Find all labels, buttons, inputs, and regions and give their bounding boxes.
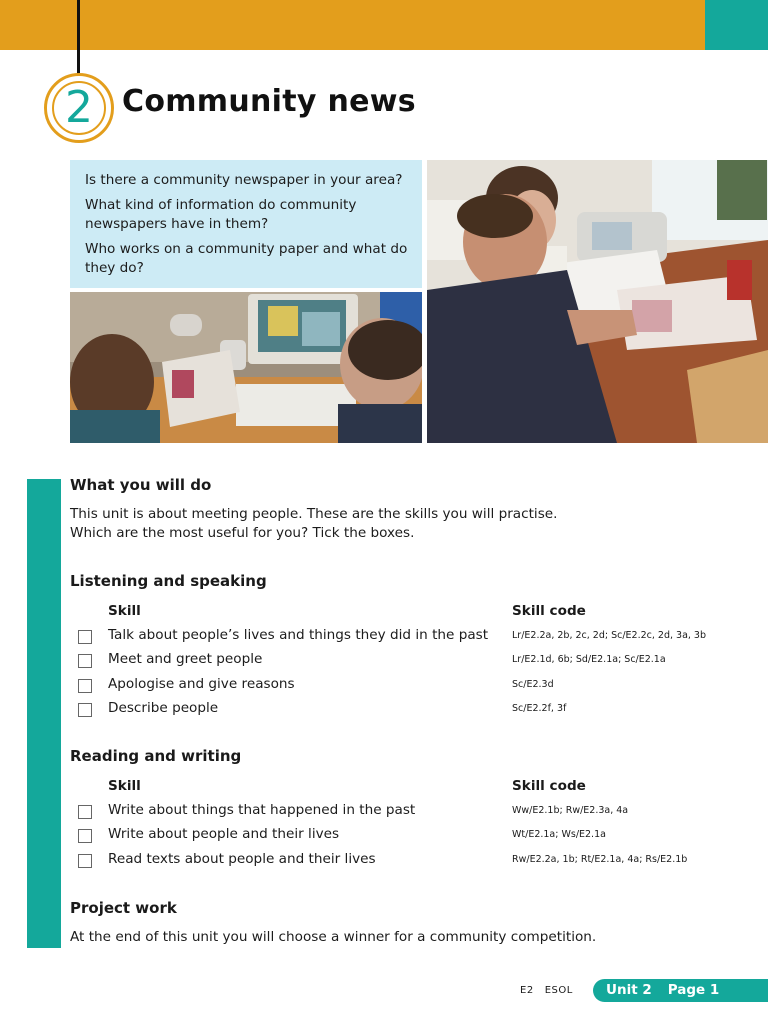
skill-column-header: Skill [108,603,141,619]
skill-row [0,627,768,649]
skill-code: Ww/E2.1b; Rw/E2.3a, 4a [512,805,629,816]
skill-label: Apologise and give reasons [108,676,295,692]
photo-people-at-computer [70,292,422,443]
skill-checkbox[interactable] [78,854,92,868]
footer-unit-label: Unit 2 [606,982,652,998]
skill-checkbox[interactable] [78,630,92,644]
skill-code: Lr/E2.1d, 6b; Sd/E2.1a; Sc/E2.1a [512,654,666,665]
footer-page-label: Page 1 [667,982,720,998]
skill-label: Write about things that happened in the past [108,802,416,818]
skill-label: Read texts about people and their lives [108,851,376,867]
header-divider-line [77,0,80,76]
footer-page-tab [593,979,768,1002]
skill-code: Wt/E2.1a; Ws/E2.1a [512,829,606,840]
skill-column-header: Skill [108,778,141,794]
skill-row [0,851,768,873]
footer-level: E2 [520,985,534,996]
skill-label: Talk about people’s lives and things they did in the past [108,627,489,643]
skill-code: Sc/E2.2f, 3f [512,703,567,714]
unit-number-badge [44,73,114,143]
photo-illustration [70,292,422,443]
unit-number: 2 [52,81,106,135]
skill-checkbox[interactable] [78,703,92,717]
skill-code: Lr/E2.2a, 2b, 2c, 2d; Sc/E2.2c, 2d, 3a, 3b [512,630,707,641]
skill-code: Sc/E2.3d [512,679,554,690]
skill-row [0,802,768,824]
skill-checkbox[interactable] [78,679,92,693]
photo-people-reading-newspaper [427,160,768,443]
what-you-will-do-text: This unit is about meeting people. These are the skills you will practise. Which are the most useful for you? Tick the boxes. [70,506,558,541]
photo-illustration [427,160,768,443]
skill-checkbox[interactable] [78,805,92,819]
skill-label: Write about people and their lives [108,826,340,842]
intro-question: Who works on a community paper and what do they do? [85,240,408,276]
skill-checkbox[interactable] [78,654,92,668]
header-accent [705,0,768,50]
project-work-text: At the end of this unit you will choose a winner for a community competition. [70,929,597,945]
project-work-heading: Project work [70,899,177,917]
footer-subject: ESOL [544,985,573,996]
skill-label: Describe people [108,700,219,716]
footer-course-label [520,985,573,996]
what-you-will-do-heading: What you will do [70,476,212,494]
skill-checkbox[interactable] [78,829,92,843]
listening-speaking-heading: Listening and speaking [70,572,267,590]
intro-questions-box [70,160,422,288]
reading-writing-heading: Reading and writing [70,747,242,765]
skill-row [0,826,768,848]
skill-code: Rw/E2.2a, 1b; Rt/E2.1a, 4a; Rs/E2.1b [512,854,688,865]
skill-label: Meet and greet people [108,651,263,667]
skill-row [0,651,768,673]
intro-question: Is there a community newspaper in your area? [85,172,403,188]
skill-row [0,700,768,722]
header-bar [0,0,705,50]
intro-question: What kind of information do community newspapers have in them? [85,196,357,232]
skill-row [0,676,768,698]
page-title: Community news [122,84,416,119]
skill-code-column-header: Skill code [512,778,586,794]
skill-code-column-header: Skill code [512,603,586,619]
